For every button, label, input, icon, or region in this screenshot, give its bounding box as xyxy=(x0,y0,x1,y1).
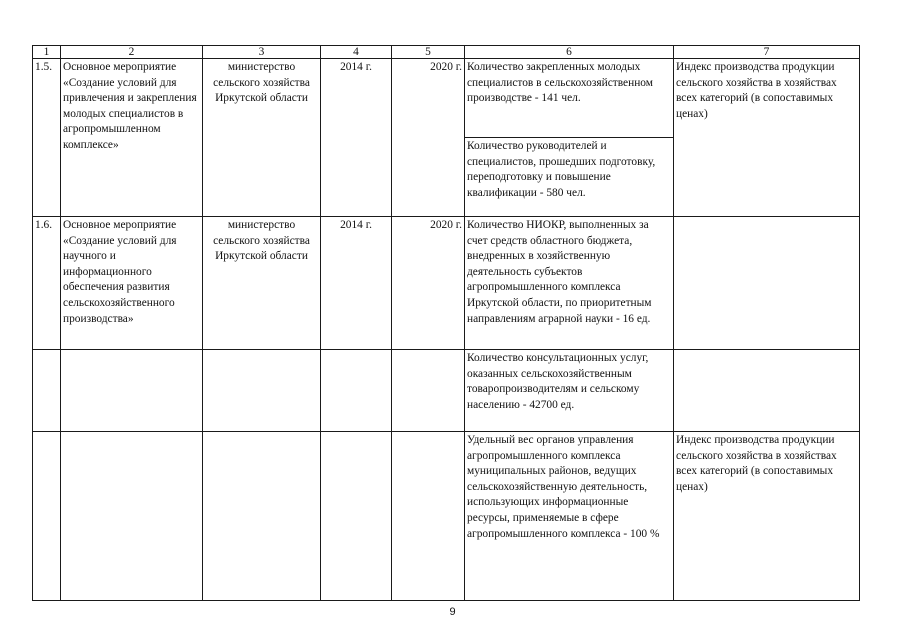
table-row xyxy=(33,217,860,350)
table-row xyxy=(33,59,860,138)
column-number: 6 xyxy=(465,46,674,59)
column-number: 3 xyxy=(203,46,321,59)
column-number: 2 xyxy=(61,46,203,59)
column-number: 1 xyxy=(33,46,61,59)
indicator: Удельный вес органов управления агропромышленного комплекса муниципальных районов, ведущих сельскохозяйственную деятельность, использующих информационные ресурсы, применяемые в сфере агропромышленного комплекса - 100 % xyxy=(465,432,674,601)
event-name: Основное мероприятие «Создание условий для научного и информационного обеспечения развития сельскохозяйственного производства» xyxy=(61,217,203,350)
target-indicator xyxy=(674,350,860,432)
row-number: 1.5. xyxy=(33,59,61,217)
column-number: 5 xyxy=(392,46,465,59)
start-year: 2014 г. xyxy=(321,59,392,217)
indicator: Количество руководителей и специалистов, прошедших подготовку, переподготовку и повышение квалификации - 580 чел. xyxy=(465,138,674,217)
empty-cell xyxy=(392,432,465,601)
end-year: 2020 г. xyxy=(392,59,465,217)
row-number: 1.6. xyxy=(33,217,61,350)
empty-cell xyxy=(33,432,61,601)
empty-cell xyxy=(321,432,392,601)
empty-cell xyxy=(203,432,321,601)
indicator: Количество закрепленных молодых специалистов в сельскохозяйственном производстве - 141 чел. xyxy=(465,59,674,138)
page-number: 9 xyxy=(449,606,456,618)
column-number: 4 xyxy=(321,46,392,59)
indicator: Количество НИОКР, выполненных за счет средств областного бюджета, внедренных в хозяйственную деятельность субъектов агропромышленного комплекса Иркутской области, по приоритетным направлениям аграрной науки - 16 ед. xyxy=(465,217,674,350)
program-measures-table xyxy=(32,45,860,601)
empty-cell xyxy=(392,350,465,432)
target-indicator: Индекс производства продукции сельского хозяйства в хозяйствах всех категорий (в сопоставимых ценах) xyxy=(674,432,860,601)
indicator: Количество консультационных услуг, оказанных сельскохозяйственным товаропроизводителям и сельскому населению - 42700 ед. xyxy=(465,350,674,432)
table-row xyxy=(33,350,860,432)
executor: министерство сельского хозяйства Иркутской области xyxy=(203,59,321,217)
empty-cell xyxy=(321,350,392,432)
start-year: 2014 г. xyxy=(321,217,392,350)
table-row xyxy=(33,432,860,601)
empty-cell xyxy=(33,350,61,432)
column-number: 7 xyxy=(674,46,860,59)
target-indicator xyxy=(674,217,860,350)
end-year: 2020 г. xyxy=(392,217,465,350)
target-indicator: Индекс производства продукции сельского хозяйства в хозяйствах всех категорий (в сопоставимых ценах) xyxy=(674,59,860,217)
empty-cell xyxy=(61,350,203,432)
column-number-row xyxy=(33,46,860,59)
empty-cell xyxy=(203,350,321,432)
empty-cell xyxy=(61,432,203,601)
executor: министерство сельского хозяйства Иркутской области xyxy=(203,217,321,350)
event-name: Основное мероприятие «Создание условий для привлечения и закрепления молодых специалистов в агропромышленном комплексе» xyxy=(61,59,203,217)
